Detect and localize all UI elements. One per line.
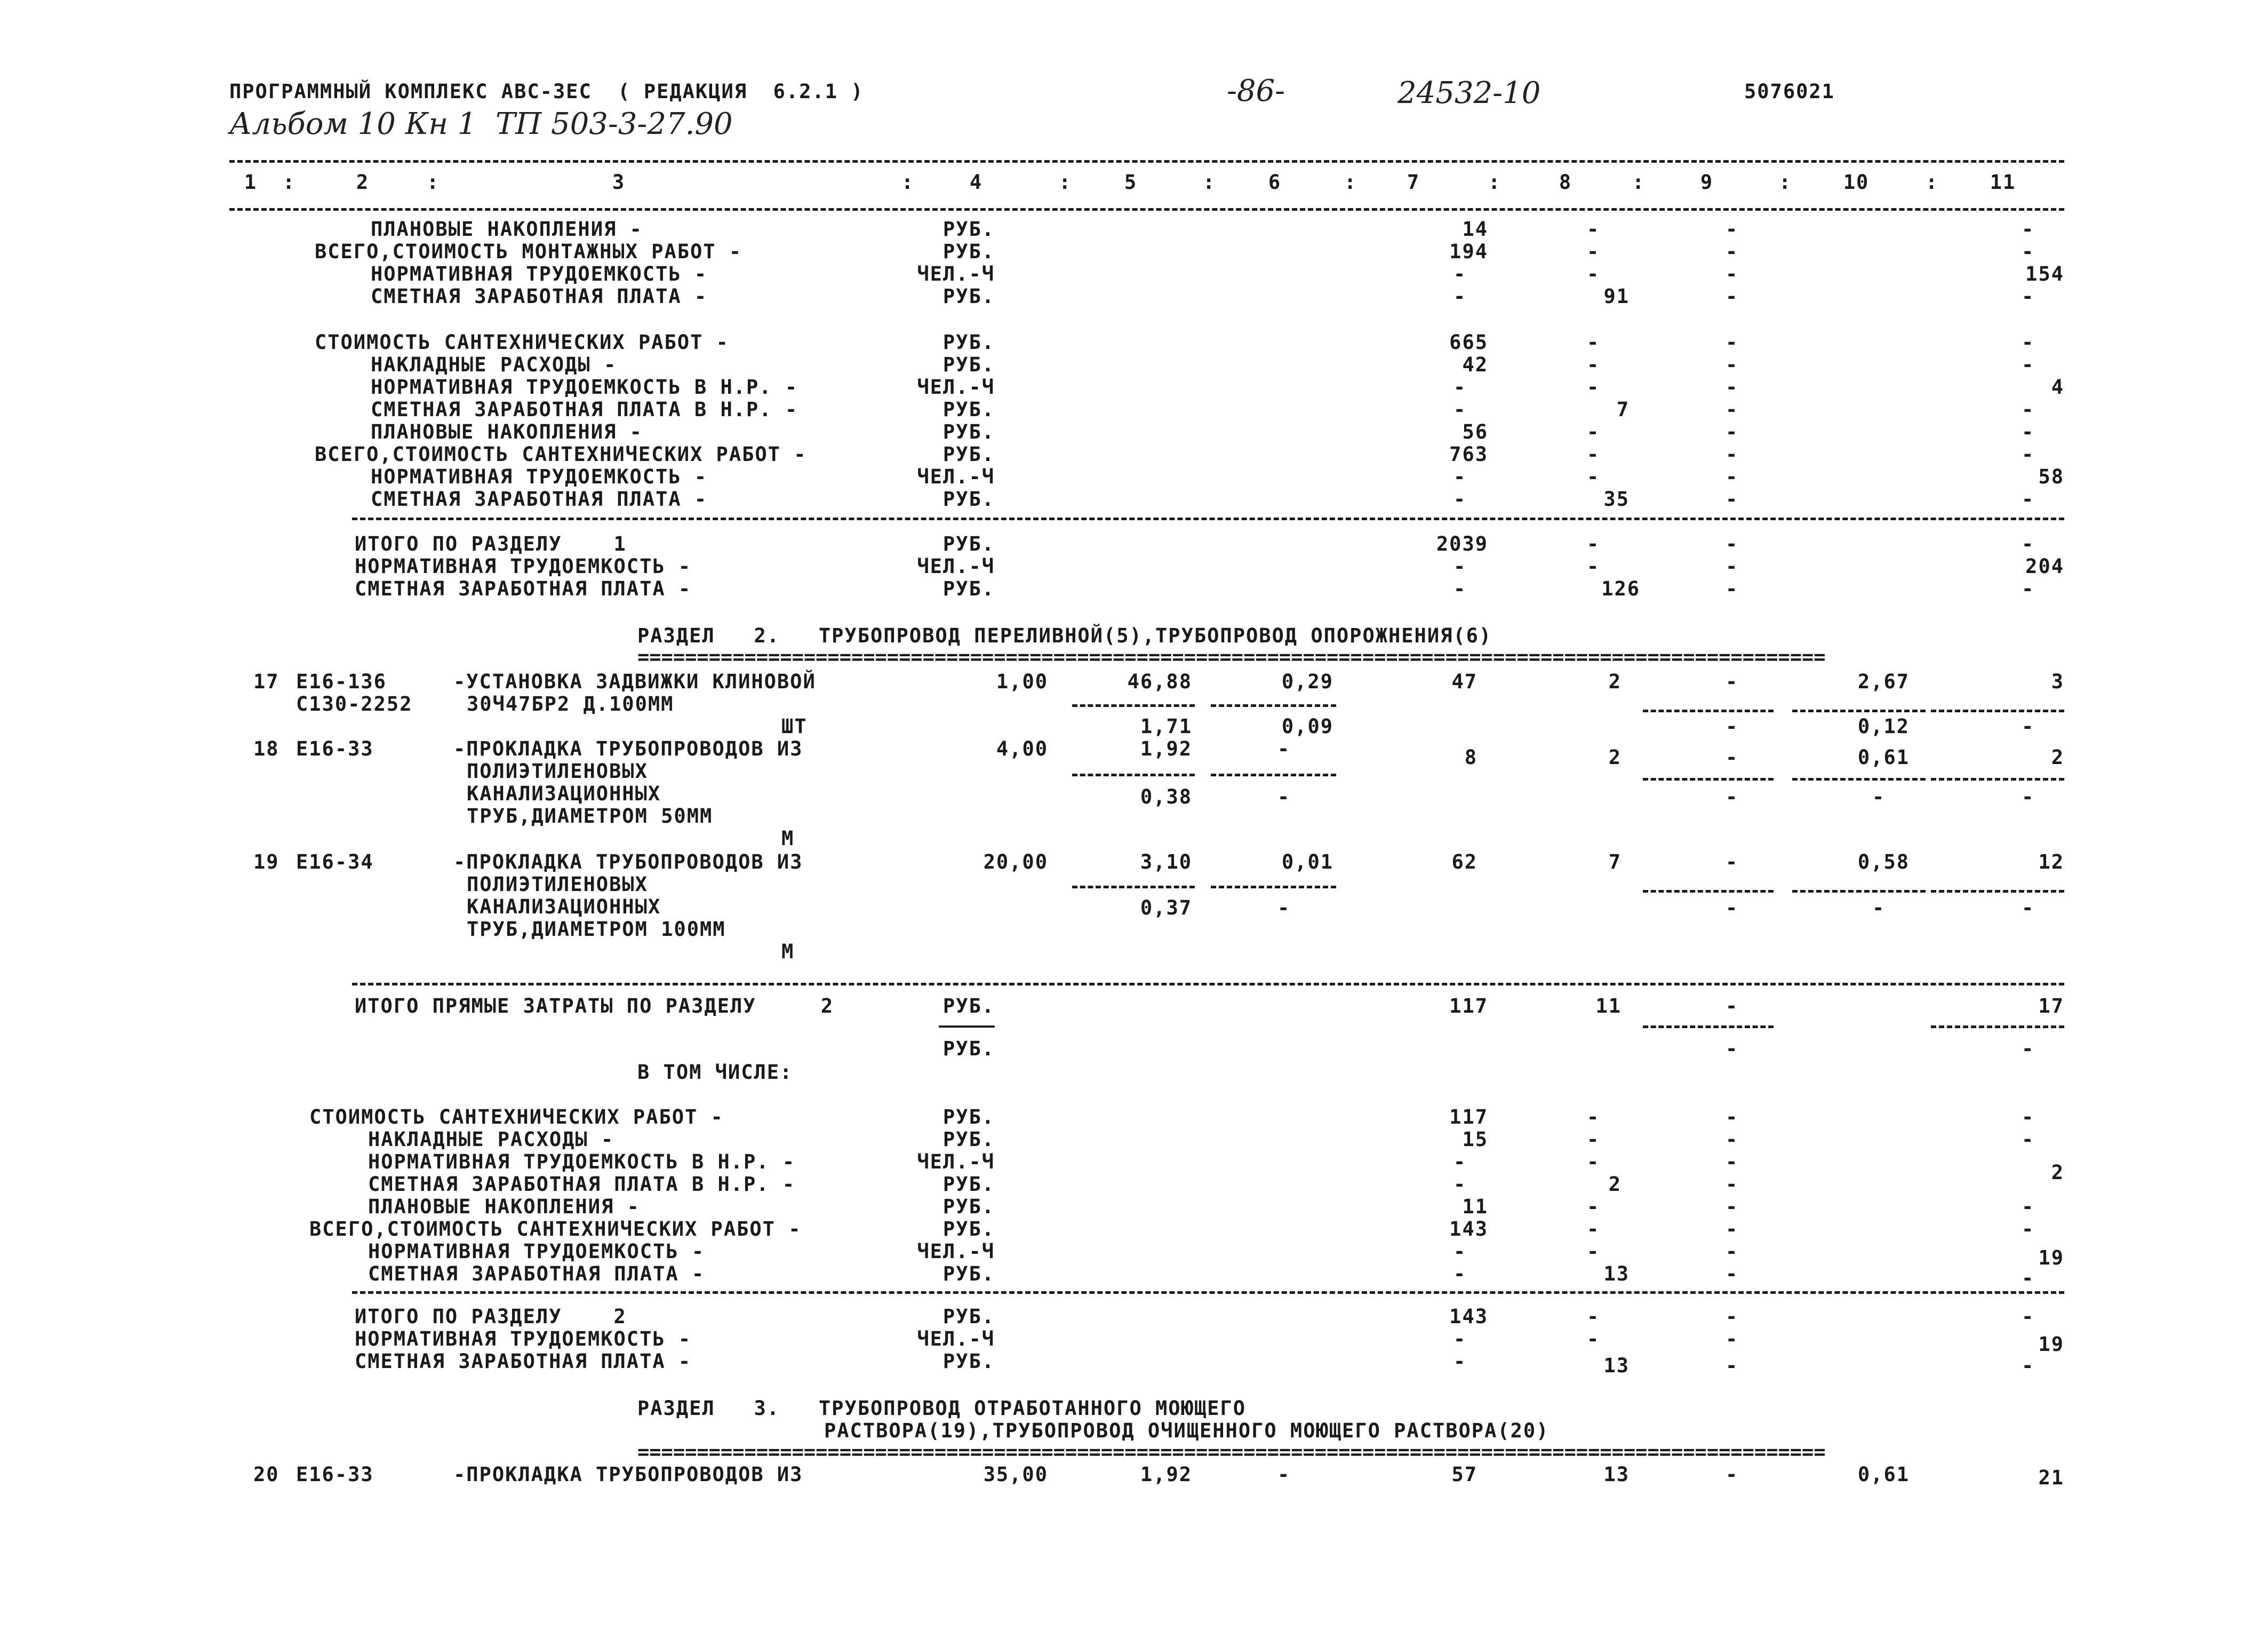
label-section-total: ИТОГО ПО РАЗДЕЛУ 1 bbox=[355, 532, 627, 555]
row-description: КАНАЛИЗАЦИОННЫХ bbox=[467, 782, 661, 805]
unit: РУБ. bbox=[943, 1305, 995, 1328]
section-rule bbox=[352, 518, 2064, 520]
col-header-2: 2 bbox=[356, 171, 370, 194]
label-direct-costs: ИТОГО ПРЯМЫЕ ЗАТРАТЫ ПО РАЗДЕЛУ 2 bbox=[355, 995, 834, 1017]
value-col8: 13 bbox=[1603, 1354, 1630, 1377]
label-overhead: НАКЛАДНЫЕ РАСХОДЫ - bbox=[371, 353, 617, 376]
col-sep: : bbox=[283, 171, 296, 194]
unit: РУБ. bbox=[943, 1262, 995, 1285]
value-col7: 14 bbox=[1462, 218, 1488, 241]
row-number: 20 bbox=[253, 1463, 279, 1486]
label-plan-accum: ПЛАНОВЫЕ НАКОПЛЕНИЯ - bbox=[371, 218, 643, 241]
value-col9-sub: - bbox=[1726, 1037, 1739, 1060]
dash-col7: - bbox=[1454, 1327, 1467, 1350]
cell-col6-sub: 0,09 bbox=[1281, 715, 1333, 738]
dash-col11: - bbox=[2022, 331, 2035, 354]
unit: ЧЕЛ.-Ч bbox=[917, 376, 995, 399]
dash-col9: - bbox=[1726, 1240, 1739, 1263]
unit: РУБ. bbox=[943, 577, 995, 600]
dash-col7: - bbox=[1454, 1240, 1467, 1263]
col-sep: : bbox=[1488, 171, 1502, 194]
value-col7: 665 bbox=[1449, 331, 1488, 354]
dash-col11: - bbox=[2022, 398, 2035, 421]
cell-rule bbox=[1643, 1025, 1774, 1028]
dash-col11: - bbox=[2022, 577, 2035, 600]
dash-col8: - bbox=[1587, 1150, 1600, 1173]
unit: ЧЕЛ.-Ч bbox=[917, 555, 995, 578]
cell-col11-sub: - bbox=[2022, 785, 2035, 808]
unit: ЧЕЛ.-Ч bbox=[917, 263, 995, 285]
dash-col7: - bbox=[1454, 398, 1467, 421]
section-3-title: РАЗДЕЛ 3. ТРУБОПРОВОД ОТРАБОТАННОГО МОЮЩЕГО bbox=[637, 1397, 1246, 1420]
document-number: 24532-10 bbox=[1397, 76, 1541, 110]
dash-col8: - bbox=[1587, 218, 1600, 241]
cell-col11: 12 bbox=[2038, 850, 2064, 873]
label-est-wage: СМЕТНАЯ ЗАРАБОТНАЯ ПЛАТА - bbox=[355, 1350, 692, 1373]
cell-rule bbox=[1072, 774, 1195, 776]
unit: РУБ. bbox=[943, 1128, 995, 1151]
label-est-wage: СМЕТНАЯ ЗАРАБОТНАЯ ПЛАТА - bbox=[371, 285, 708, 308]
dash-col11: - bbox=[2022, 1195, 2035, 1218]
cell-col6-sub: - bbox=[1277, 896, 1291, 919]
unit: РУБ. bbox=[943, 331, 995, 354]
unit: РУБ. bbox=[943, 443, 995, 466]
cell-col10-sub: - bbox=[1872, 896, 1886, 919]
dash-col9: - bbox=[1726, 1305, 1739, 1328]
cell-col8: 2 bbox=[1608, 670, 1622, 693]
col-header-7: 7 bbox=[1407, 171, 1420, 194]
row-description: ТРУБ,ДИАМЕТРОМ 100ММ bbox=[467, 918, 726, 941]
dash-col9: - bbox=[1726, 420, 1739, 443]
row-description: -ПРОКЛАДКА ТРУБОПРОВОДОВ ИЗ bbox=[453, 850, 803, 873]
header-bottom-rule bbox=[229, 208, 2064, 211]
row-description: -ПРОКЛАДКА ТРУБОПРОВОДОВ ИЗ bbox=[453, 737, 803, 760]
cell-col11-sub: - bbox=[2022, 896, 2035, 919]
cell-rule bbox=[1792, 778, 1926, 781]
cell-rule bbox=[1643, 710, 1774, 712]
cell-col11-sub: - bbox=[2022, 715, 2035, 738]
dash-col9: - bbox=[1726, 218, 1739, 241]
document-code: 5076021 bbox=[1744, 80, 1835, 103]
cell-col7: 8 bbox=[1464, 746, 1478, 769]
unit: РУБ. bbox=[943, 398, 995, 421]
dash-col7: - bbox=[1454, 1350, 1467, 1373]
dash-col7: - bbox=[1454, 488, 1467, 511]
section-3-title-cont: РАСТВОРА(19),ТРУБОПРОВОД ОЧИЩЕННОГО МОЮЩЕГО РАСТВОРА(20) bbox=[824, 1419, 1550, 1442]
cell-rule bbox=[1643, 778, 1774, 781]
page-number: -86- bbox=[1227, 74, 1285, 108]
col-header-6: 6 bbox=[1268, 171, 1282, 194]
unit: РУБ. bbox=[943, 1195, 995, 1218]
label-norm-labor: НОРМАТИВНАЯ ТРУДОЕМКОСТЬ - bbox=[355, 555, 692, 578]
dash-col9: - bbox=[1726, 398, 1739, 421]
dash-col9: - bbox=[1726, 1354, 1739, 1377]
dash-col9: - bbox=[1726, 376, 1739, 399]
value-col8: 91 bbox=[1603, 285, 1630, 308]
dash-col8: - bbox=[1587, 465, 1600, 488]
col-sep: : bbox=[1779, 171, 1792, 194]
label-including: В ТОМ ЧИСЛЕ: bbox=[637, 1061, 793, 1084]
dash-col11: - bbox=[2022, 285, 2035, 308]
dash-col11: - bbox=[2022, 443, 2035, 466]
dash-col11: - bbox=[2022, 420, 2035, 443]
row-description: -ПРОКЛАДКА ТРУБОПРОВОДОВ ИЗ bbox=[453, 1463, 803, 1486]
cell-col4: 1,00 bbox=[996, 670, 1048, 693]
cell-col9: - bbox=[1726, 746, 1739, 769]
value-col8: 35 bbox=[1603, 488, 1630, 511]
dash-col7: - bbox=[1454, 285, 1467, 308]
col-header-11: 11 bbox=[1990, 171, 2016, 194]
dash-col7: - bbox=[1454, 1262, 1467, 1285]
dash-col9: - bbox=[1726, 285, 1739, 308]
cell-col9: - bbox=[1726, 1463, 1739, 1486]
label-overhead: НАКЛАДНЫЕ РАСХОДЫ - bbox=[368, 1128, 614, 1151]
col-header-8: 8 bbox=[1559, 171, 1572, 194]
value-col8: 13 bbox=[1603, 1262, 1630, 1285]
row-code: Е16-136 bbox=[296, 670, 387, 693]
dash-col11: - bbox=[2022, 353, 2035, 376]
cell-col6-sub: - bbox=[1277, 785, 1291, 808]
label-norm-labor-np: НОРМАТИВНАЯ ТРУДОЕМКОСТЬ В Н.Р. - bbox=[368, 1150, 796, 1173]
dash-col9: - bbox=[1726, 353, 1739, 376]
dash-col9: - bbox=[1726, 1262, 1739, 1285]
cell-rule bbox=[1792, 710, 1926, 712]
row-unit: М bbox=[781, 827, 795, 850]
cell-col10-sub: 0,12 bbox=[1857, 715, 1910, 738]
cell-rule bbox=[1931, 890, 2064, 893]
cell-col11: 21 bbox=[2038, 1466, 2064, 1489]
value-col11: 154 bbox=[2025, 263, 2064, 285]
unit: РУБ. bbox=[943, 240, 995, 263]
dash-col8: - bbox=[1587, 1195, 1600, 1218]
dash-col8: - bbox=[1587, 420, 1600, 443]
cell-rule bbox=[1211, 886, 1336, 888]
cell-col8: 13 bbox=[1603, 1463, 1630, 1486]
cell-col9-sub: - bbox=[1726, 715, 1739, 738]
table-top-rule bbox=[229, 160, 2064, 163]
value-col7: 763 bbox=[1449, 443, 1488, 466]
cell-col10: 0,61 bbox=[1857, 1463, 1910, 1486]
row-description: ТРУБ,ДИАМЕТРОМ 50ММ bbox=[467, 805, 713, 828]
value-col7: 56 bbox=[1462, 420, 1488, 443]
cell-col4: 35,00 bbox=[983, 1463, 1048, 1486]
unit: РУБ. bbox=[943, 488, 995, 511]
value-col7: 117 bbox=[1449, 995, 1488, 1017]
cell-col6: - bbox=[1277, 1463, 1291, 1486]
dash-col9: - bbox=[1726, 1195, 1739, 1218]
dash-col9: - bbox=[1726, 1106, 1739, 1128]
dash-col8: - bbox=[1587, 1240, 1600, 1263]
unit: ЧЕЛ.-Ч bbox=[917, 1150, 995, 1173]
col-sep: : bbox=[1059, 171, 1072, 194]
dash-col11: - bbox=[2022, 240, 2035, 263]
row-code: Е16-33 bbox=[296, 737, 374, 760]
label-section-total: ИТОГО ПО РАЗДЕЛУ 2 bbox=[355, 1305, 627, 1328]
row-description: КАНАЛИЗАЦИОННЫХ bbox=[467, 895, 661, 918]
value-col11: 19 bbox=[2038, 1246, 2064, 1269]
label-norm-labor: НОРМАТИВНАЯ ТРУДОЕМКОСТЬ - bbox=[368, 1240, 705, 1263]
dash-col8: - bbox=[1587, 1218, 1600, 1241]
dash-col8: - bbox=[1587, 331, 1600, 354]
value-col11: 2 bbox=[2051, 1161, 2064, 1184]
cell-col11: 3 bbox=[2051, 670, 2064, 693]
dash-col8: - bbox=[1587, 1327, 1600, 1350]
dash-col11: - bbox=[2022, 1354, 2035, 1377]
unit: РУБ. bbox=[943, 995, 995, 1017]
value-col8: 7 bbox=[1616, 398, 1630, 421]
label-norm-labor: НОРМАТИВНАЯ ТРУДОЕМКОСТЬ - bbox=[371, 263, 708, 285]
label-cost-sanitary: СТОИМОСТЬ САНТЕХНИЧЕСКИХ РАБОТ - bbox=[309, 1106, 724, 1128]
row-code-secondary: С130-2252 bbox=[296, 693, 413, 715]
col-header-9: 9 bbox=[1700, 171, 1714, 194]
section-rule bbox=[352, 1291, 2064, 1294]
dash-col8: - bbox=[1587, 555, 1600, 578]
value-col7: 143 bbox=[1449, 1305, 1488, 1328]
value-col7: 143 bbox=[1449, 1218, 1488, 1241]
dash-col7: - bbox=[1454, 1173, 1467, 1196]
dash-col8: - bbox=[1587, 1305, 1600, 1328]
cell-col6: 0,29 bbox=[1281, 670, 1333, 693]
dash-col8: - bbox=[1587, 443, 1600, 466]
cell-col10: 0,61 bbox=[1857, 746, 1910, 769]
cell-col7: 57 bbox=[1451, 1463, 1478, 1486]
value-col11-sub: - bbox=[2022, 1037, 2035, 1060]
unit: РУБ. bbox=[943, 218, 995, 241]
dash-col8: - bbox=[1587, 532, 1600, 555]
unit: ЧЕЛ.-Ч bbox=[917, 1240, 995, 1263]
label-est-wage-np: СМЕТНАЯ ЗАРАБОТНАЯ ПЛАТА В Н.Р. - bbox=[371, 398, 798, 421]
cell-col10: 0,58 bbox=[1857, 850, 1910, 873]
row-number: 18 bbox=[253, 737, 279, 760]
dash-col9: - bbox=[1726, 555, 1739, 578]
col-header-1: 1 bbox=[244, 171, 258, 194]
col-header-5: 5 bbox=[1124, 171, 1138, 194]
value-col7: 15 bbox=[1462, 1128, 1488, 1151]
row-description: 30Ч47БР2 Д.100ММ bbox=[467, 693, 674, 715]
unit: РУБ. bbox=[943, 1037, 995, 1060]
cell-rule bbox=[1792, 890, 1926, 893]
label-norm-labor-np: НОРМАТИВНАЯ ТРУДОЕМКОСТЬ В Н.Р. - bbox=[371, 376, 798, 399]
dash-col9: - bbox=[1726, 263, 1739, 285]
col-sep: : bbox=[1926, 171, 1939, 194]
dash-col11: - bbox=[2022, 1267, 2035, 1290]
cell-col6: 0,01 bbox=[1281, 850, 1333, 873]
label-est-wage: СМЕТНАЯ ЗАРАБОТНАЯ ПЛАТА - bbox=[355, 577, 692, 600]
value-col11: 204 bbox=[2025, 555, 2064, 578]
unit: ЧЕЛ.-Ч bbox=[917, 465, 995, 488]
cell-col5: 1,92 bbox=[1140, 1463, 1192, 1486]
cell-col10: 2,67 bbox=[1857, 670, 1910, 693]
value-col8: 2 bbox=[1608, 1173, 1622, 1196]
col-header-4: 4 bbox=[969, 171, 983, 194]
row-number: 19 bbox=[253, 850, 279, 873]
dash-col11: - bbox=[2022, 488, 2035, 511]
cell-rule bbox=[939, 1025, 995, 1028]
program-title: ПРОГРАММНЫЙ КОМПЛЕКС АВС-3ЕС ( РЕДАКЦИЯ 6.2.1 ) bbox=[229, 80, 864, 103]
dash-col8: - bbox=[1587, 353, 1600, 376]
cell-col7: 62 bbox=[1451, 850, 1478, 873]
cell-col8: 2 bbox=[1608, 746, 1622, 769]
label-est-wage: СМЕТНАЯ ЗАРАБОТНАЯ ПЛАТА - bbox=[371, 488, 708, 511]
row-code: Е16-33 bbox=[296, 1463, 374, 1486]
cell-col9-sub: - bbox=[1726, 785, 1739, 808]
cell-col10-sub: - bbox=[1872, 785, 1886, 808]
label-cost-sanitary: СТОИМОСТЬ САНТЕХНИЧЕСКИХ РАБОТ - bbox=[315, 331, 729, 354]
cell-col9-sub: - bbox=[1726, 896, 1739, 919]
cell-col5-sub: 0,38 bbox=[1140, 785, 1192, 808]
dash-col9: - bbox=[1726, 1128, 1739, 1151]
value-col8: 11 bbox=[1595, 995, 1622, 1017]
unit: РУБ. bbox=[943, 353, 995, 376]
label-plan-accum: ПЛАНОВЫЕ НАКОПЛЕНИЯ - bbox=[368, 1195, 640, 1218]
title-double-rule: ==================================================================================================== bbox=[637, 1441, 1826, 1464]
unit: РУБ. bbox=[943, 1350, 995, 1373]
dash-col11: - bbox=[2022, 532, 2035, 555]
label-plan-accum: ПЛАНОВЫЕ НАКОПЛЕНИЯ - bbox=[371, 420, 643, 443]
cell-rule bbox=[1931, 778, 2064, 781]
title-double-rule: ==================================================================================================== bbox=[637, 646, 1826, 669]
col-header-3: 3 bbox=[612, 171, 626, 194]
unit: РУБ. bbox=[943, 532, 995, 555]
row-description: -УСТАНОВКА ЗАДВИЖКИ КЛИНОВОЙ bbox=[453, 670, 816, 693]
row-code: Е16-34 bbox=[296, 850, 374, 873]
value-col11: 4 bbox=[2051, 376, 2064, 399]
dash-col9: - bbox=[1726, 443, 1739, 466]
dash-col7: - bbox=[1454, 263, 1467, 285]
cell-rule bbox=[1643, 890, 1774, 893]
dash-col7: - bbox=[1454, 577, 1467, 600]
cell-col9: - bbox=[1726, 850, 1739, 873]
cell-rule bbox=[1072, 886, 1195, 888]
dash-col9: - bbox=[1726, 1173, 1739, 1196]
cell-rule bbox=[1211, 704, 1336, 707]
row-number: 17 bbox=[253, 670, 279, 693]
value-col7: 117 bbox=[1449, 1106, 1488, 1128]
dash-col8: - bbox=[1587, 376, 1600, 399]
cell-col5: 1,92 bbox=[1140, 737, 1192, 760]
album-reference: Альбом 10 Кн 1 ТП 503-3-27.90 bbox=[229, 107, 733, 141]
dash-col11: - bbox=[2022, 1106, 2035, 1128]
dash-col9: - bbox=[1726, 1150, 1739, 1173]
row-description: ПОЛИЭТИЛЕНОВЫХ bbox=[467, 873, 648, 896]
unit: РУБ. bbox=[943, 420, 995, 443]
value-col7: 11 bbox=[1462, 1195, 1488, 1218]
dash-col7: - bbox=[1454, 465, 1467, 488]
label-norm-labor: НОРМАТИВНАЯ ТРУДОЕМКОСТЬ - bbox=[371, 465, 708, 488]
cell-col11: 2 bbox=[2051, 746, 2064, 769]
dash-col11: - bbox=[2022, 218, 2035, 241]
dash-col9: - bbox=[1726, 488, 1739, 511]
dash-col11: - bbox=[2022, 1305, 2035, 1328]
col-header-10: 10 bbox=[1843, 171, 1870, 194]
dash-col9: - bbox=[1726, 532, 1739, 555]
col-sep: : bbox=[901, 171, 915, 194]
label-norm-labor: НОРМАТИВНАЯ ТРУДОЕМКОСТЬ - bbox=[355, 1327, 692, 1350]
value-col11: 58 bbox=[2038, 465, 2064, 488]
cell-col5: 3,10 bbox=[1140, 850, 1192, 873]
unit: ЧЕЛ.-Ч bbox=[917, 1327, 995, 1350]
label-total-sanitary: ВСЕГО,СТОИМОСТЬ САНТЕХНИЧЕСКИХ РАБОТ - bbox=[309, 1218, 802, 1241]
dash-col8: - bbox=[1587, 1128, 1600, 1151]
section-rule bbox=[352, 983, 2064, 985]
cell-col4: 4,00 bbox=[996, 737, 1048, 760]
unit: РУБ. bbox=[943, 1218, 995, 1241]
col-sep: : bbox=[427, 171, 440, 194]
dash-col8: - bbox=[1587, 1106, 1600, 1128]
cell-rule bbox=[1931, 1025, 2064, 1028]
cell-col4: 20,00 bbox=[983, 850, 1048, 873]
value-col11: 19 bbox=[2038, 1333, 2064, 1356]
label-total-sanitary: ВСЕГО,СТОИМОСТЬ САНТЕХНИЧЕСКИХ РАБОТ - bbox=[315, 443, 807, 466]
dash-col9: - bbox=[1726, 577, 1739, 600]
dash-col9: - bbox=[1726, 1327, 1739, 1350]
unit: РУБ. bbox=[943, 1173, 995, 1196]
section-2-title: РАЗДЕЛ 2. ТРУБОПРОВОД ПЕРЕЛИВНОЙ(5),ТРУБОПРОВОД ОПОРОЖНЕНИЯ(6) bbox=[637, 624, 1492, 647]
dash-col8: - bbox=[1587, 263, 1600, 285]
cell-col9: - bbox=[1726, 670, 1739, 693]
value-col11: 17 bbox=[2038, 995, 2064, 1017]
cell-rule bbox=[1211, 774, 1336, 776]
value-col9: - bbox=[1726, 995, 1739, 1017]
dash-col9: - bbox=[1726, 240, 1739, 263]
dash-col9: - bbox=[1726, 465, 1739, 488]
dash-col7: - bbox=[1454, 555, 1467, 578]
row-description: ПОЛИЭТИЛЕНОВЫХ bbox=[467, 760, 648, 783]
cell-col8: 7 bbox=[1608, 850, 1622, 873]
row-unit: ШТ bbox=[781, 715, 808, 738]
col-sep: : bbox=[1344, 171, 1357, 194]
unit: РУБ. bbox=[943, 285, 995, 308]
value-col7: 2039 bbox=[1436, 532, 1488, 555]
dash-col11: - bbox=[2022, 1128, 2035, 1151]
dash-col7: - bbox=[1454, 376, 1467, 399]
col-sep: : bbox=[1632, 171, 1646, 194]
cell-col5-sub: 0,37 bbox=[1140, 896, 1192, 919]
label-est-wage: СМЕТНАЯ ЗАРАБОТНАЯ ПЛАТА - bbox=[368, 1262, 705, 1285]
cell-rule bbox=[1931, 710, 2064, 712]
dash-col9: - bbox=[1726, 1218, 1739, 1241]
col-sep: : bbox=[1203, 171, 1216, 194]
row-unit: М bbox=[781, 940, 795, 963]
value-col8: 126 bbox=[1601, 577, 1640, 600]
label-total-montage: ВСЕГО,СТОИМОСТЬ МОНТАЖНЫХ РАБОТ - bbox=[315, 240, 742, 263]
label-est-wage-np: СМЕТНАЯ ЗАРАБОТНАЯ ПЛАТА В Н.Р. - bbox=[368, 1173, 796, 1196]
dash-col11: - bbox=[2022, 1218, 2035, 1241]
dash-col9: - bbox=[1726, 331, 1739, 354]
cell-col7: 47 bbox=[1451, 670, 1478, 693]
cell-col5-sub: 1,71 bbox=[1140, 715, 1192, 738]
dash-col7: - bbox=[1454, 1150, 1467, 1173]
value-col7: 42 bbox=[1462, 353, 1488, 376]
cell-col5: 46,88 bbox=[1127, 670, 1192, 693]
dash-col8: - bbox=[1587, 240, 1600, 263]
cell-col6: - bbox=[1277, 737, 1291, 760]
value-col7: 194 bbox=[1449, 240, 1488, 263]
unit: РУБ. bbox=[943, 1106, 995, 1128]
cell-rule bbox=[1072, 704, 1195, 707]
